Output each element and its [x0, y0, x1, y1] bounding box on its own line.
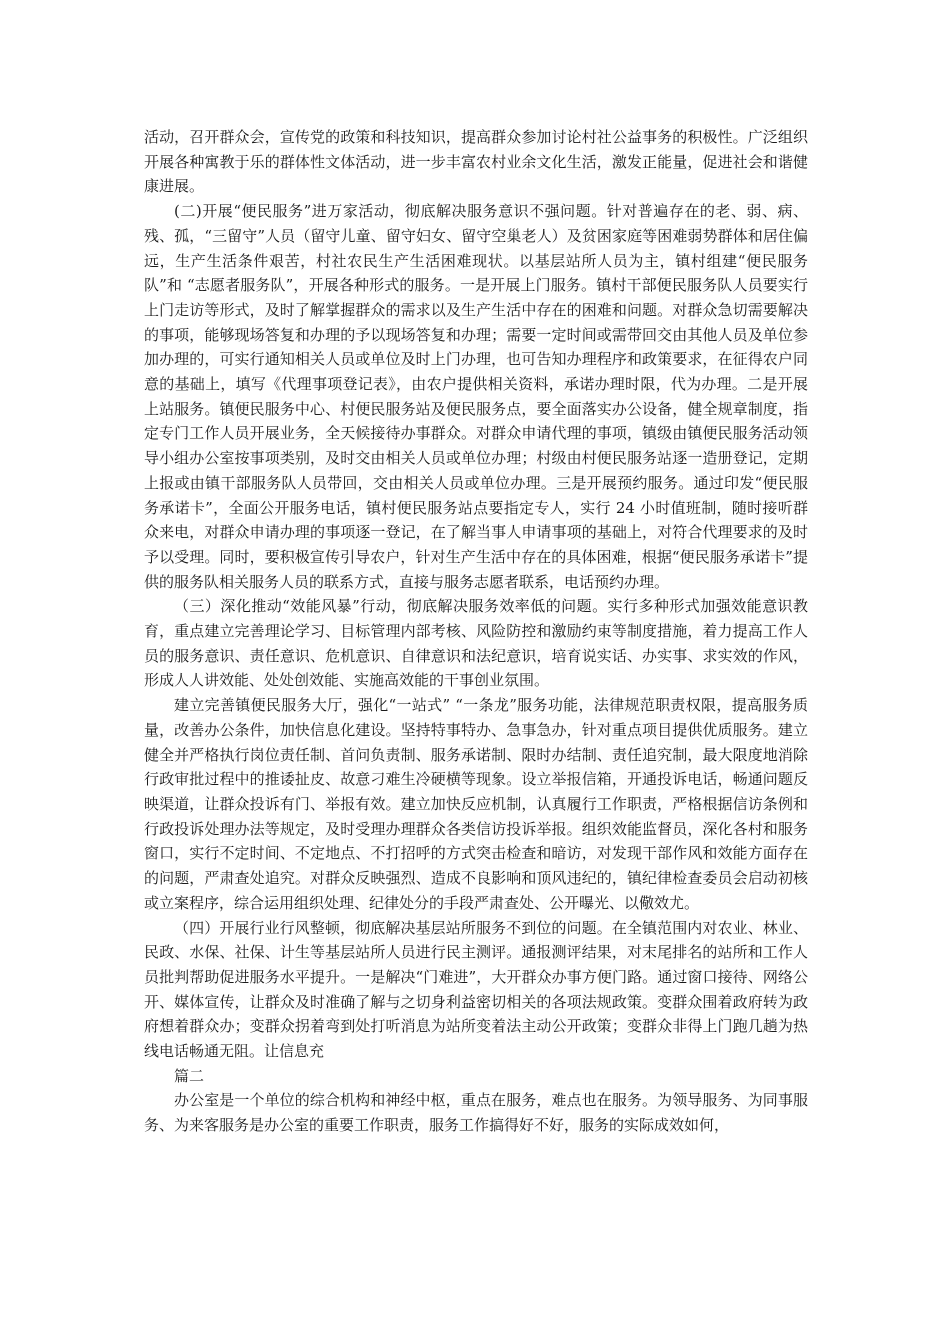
- paragraph-xiaoneng-fengbao: （三）深化推动“效能风暴”行动，彻底解决服务效率低的问题。实行多种形式加强效能意识教育，重点建立完善理论学习、目标管理内部考核、风险防控和激励约束等制度措施，着力提高工作人员的服务意识、责任意识、危机意识、自律意识和法纪意识，培育说实话、办实事、求实效的作风，形成人人讲效能、处处创效能、实施高效能的干事创业氛围。: [144, 597, 808, 690]
- paragraph-bangongshi: 办公室是一个单位的综合机构和神经中枢，重点在服务，难点也在服务。为领导服务、为同事服务、为来客服务是办公室的重要工作职责，服务工作搞得好不好，服务的实际成效如何，: [144, 1091, 808, 1135]
- document-body: [144, 125, 808, 1138]
- paragraph-bianmin-dating: 建立完善镇便民服务大厅，强化“一站式” “一条龙”服务功能，法律规范职责权限，提高服务质量，改善办公条件，加快信息化建设。坚持特事特办、急事急办，针对重点项目提供优质服务。建立健全并严格执行岗位责任制、首问负责制、服务承诺制、限时办结制、责任追究制，最大限度地消除行政审批过程中的推诿扯皮、故意刁难生冷硬横等现象。设立举报信箱，开通投诉电话，畅通问题反映渠道，让群众投诉有门、举报有效。建立加快反应机制，认真履行工作职责，严格根据信访条例和行政投诉处理办法等规定，及时受理办理群众各类信访投诉举报。组织效能监督员，深化各村和服务窗口，实行不定时间、不定地点、不打招呼的方式突击检查和暗访，对发现干部作风和效能方面存在的问题，严肃查处追究。对群众反映强烈、造成不良影响和顶风违纪的，镇纪律检查委员会启动初核或立案程序，综合运用组织处理、纪律处分的手段严肃查处、公开曝光、以儆效尤。: [144, 696, 808, 912]
- paragraph-hangye-zhengdun: （四）开展行业行风整顿，彻底解决基层站所服务不到位的问题。在全镇范围内对农业、林业、民政、水保、社保、计生等基层站所人员进行民主测评。通报测评结果，对末尾排名的站所和工作人员批判帮助促进服务水平提升。一是解决“门难进”，大开群众办事方便门路。通过窗口接待、网络公开、媒体宣传，让群众及时准确了解与之切身利益密切相关的各项法规政策。变群众围着政府转为政府想着群众办；变群众拐着弯到处打听消息为站所变着法主动公开政策；变群众非得上门跑几趟为热线电话畅通无阻。让信息充: [144, 918, 808, 1061]
- paragraph-bianmin-fuwu: (二)开展“便民服务”进万家活动，彻底解决服务意识不强问题。针对普遍存在的老、弱、病、残、孤，“三留守”人员（留守儿童、留守妇女、留守空巢老人）及贫困家庭等困难弱势群体和居住偏远，生产生活条件艰苦，村社农民生产生活困难现状。以基层站所人员为主，镇村组建“便民服务队”和 “志愿者服务队”，开展各种形式的服务。一是开展上门服务。镇村干部便民服务队人员要实行上门走访等形式，及时了解掌握群众的需求以及生产生活中存在的困难和问题。对群众急切需要解决的事项，能够现场答复和办理的予以现场答复和办理；需要一定时间或需带回交由其他人员及单位参加办理的，可实行通知相关人员或单位及时上门办理，也可告知办理程序和政策要求，在征得农户同意的基础上，填写《代理事项登记表》，由农户提供相关资料，承诺办理时限，代为办理。二是开展上站服务。镇便民服务中心、村便民服务站及便民服务点，要全面落实办公设备，健全规章制度，指定专门工作人员开展业务，全天候接待办事群众。对群众申请代理的事项，镇级由镇便民服务活动领导小组办公室按事项类别，及时交由相关人员或单位办理；村级由村便民服务站逐一造册登记，定期上报或由镇干部服务队人员带回，交由相关人员或单位办理。三是开展预约服务。通过印发“便民服务承诺卡”，全面公开服务电话，镇村便民服务站点要指定专人，实行 24 小时值班制，随时接听群众来电，对群众申请办理的事项逐一登记，在了解当事人申请事项的基础上，对符合代理要求的及时予以受理。同时，要积极宣传引导农户，针对生产生活中存在的具体困难，根据“便民服务承诺卡”提供的服务队相关服务人员的联系方式，直接与服务志愿者联系，电话预约办理。: [144, 202, 808, 591]
- paragraph-continued: 活动，召开群众会，宣传党的政策和科技知识，提高群众参加讨论村社公益事务的积极性。广泛组织开展各种寓教于乐的群体性文体活动，进一步丰富农村业余文化生活，激发正能量，促进社会和谐健康进展。: [144, 128, 808, 196]
- section-heading-pian-er: 篇二: [174, 1066, 205, 1085]
